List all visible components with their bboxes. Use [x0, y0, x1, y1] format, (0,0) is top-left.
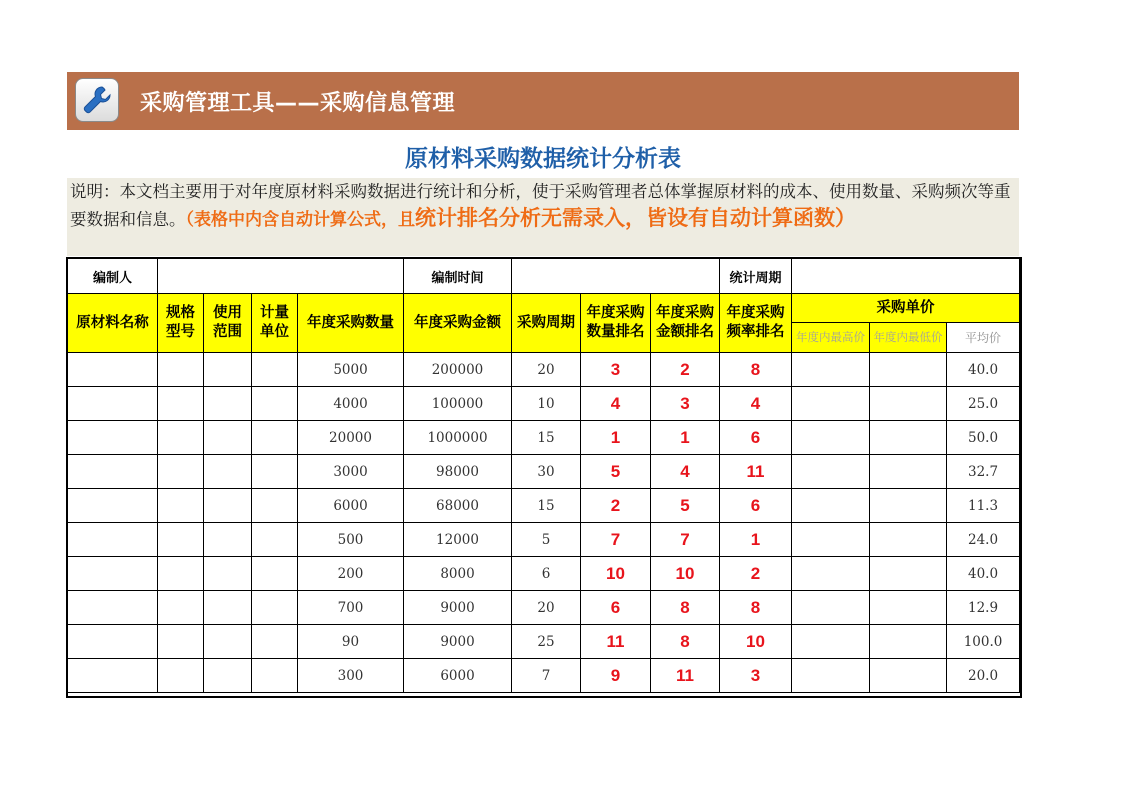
- cell-price-min[interactable]: [870, 625, 947, 659]
- table-row: [68, 455, 1020, 489]
- cell-price-max[interactable]: [792, 353, 870, 387]
- cell-scope[interactable]: [204, 523, 252, 557]
- cell-scope[interactable]: [204, 659, 252, 693]
- cell-unit[interactable]: [252, 591, 298, 625]
- table-row: [68, 557, 1020, 591]
- cell-scope[interactable]: [204, 387, 252, 421]
- purchase-stats-table: [67, 258, 1020, 693]
- table-row: [68, 489, 1020, 523]
- cell-name[interactable]: [68, 455, 158, 489]
- cell-amount[interactable]: 6000: [404, 659, 512, 693]
- cell-qty-rank[interactable]: 5: [581, 455, 651, 489]
- cell-qty-rank[interactable]: 3: [581, 353, 651, 387]
- header-qty-rank: 年度采购数量排名: [581, 294, 651, 353]
- description-text: 说明：本文档主要用于对年度原材料采购数据进行统计和分析，使于采购管理者总体掌握原材料的成本、使用数量、采购频次等重要数据和信息。: [70, 182, 1011, 229]
- description-note-small: （表格中内含自动计算公式，且: [185, 210, 415, 230]
- cell-scope[interactable]: [204, 489, 252, 523]
- cell-price-avg[interactable]: 12.9: [947, 591, 1020, 625]
- cell-qty[interactable]: 200: [298, 557, 404, 591]
- cell-cycle[interactable]: 5: [512, 523, 581, 557]
- cell-qty-rank[interactable]: 10: [581, 557, 651, 591]
- cell-name[interactable]: [68, 523, 158, 557]
- cell-price-avg[interactable]: 32.7: [947, 455, 1020, 489]
- cell-price-min[interactable]: [870, 557, 947, 591]
- cell-unit[interactable]: [252, 557, 298, 591]
- document-title: 原材料采购数据统计分析表: [405, 146, 681, 172]
- cell-amount[interactable]: 12000: [404, 523, 512, 557]
- cell-qty-rank[interactable]: 2: [581, 489, 651, 523]
- cell-unit[interactable]: [252, 421, 298, 455]
- description-box: [67, 178, 1019, 256]
- cell-freq-rank[interactable]: 1: [720, 523, 792, 557]
- header-cycle: 采购周期: [512, 294, 581, 353]
- table-row: [68, 353, 1020, 387]
- cell-name[interactable]: [68, 387, 158, 421]
- cell-qty[interactable]: 5000: [298, 353, 404, 387]
- cell-unit[interactable]: [252, 455, 298, 489]
- cell-price-min[interactable]: [870, 591, 947, 625]
- cell-price-avg[interactable]: 50.0: [947, 421, 1020, 455]
- cell-unit[interactable]: [252, 625, 298, 659]
- cell-price-avg[interactable]: 40.0: [947, 557, 1020, 591]
- cell-qty[interactable]: 300: [298, 659, 404, 693]
- cell-price-avg[interactable]: 24.0: [947, 523, 1020, 557]
- cell-price-max[interactable]: [792, 591, 870, 625]
- cell-amount[interactable]: 9000: [404, 625, 512, 659]
- cell-price-min[interactable]: [870, 523, 947, 557]
- cell-qty-rank[interactable]: 4: [581, 387, 651, 421]
- header-amount-rank: 年度采购金额排名: [651, 294, 720, 353]
- cell-unit[interactable]: [252, 523, 298, 557]
- table-row: [68, 421, 1020, 455]
- cell-price-max[interactable]: [792, 489, 870, 523]
- cell-price-avg[interactable]: 100.0: [947, 625, 1020, 659]
- cell-amount-rank[interactable]: 8: [651, 625, 720, 659]
- cell-amount-rank[interactable]: 3: [651, 387, 720, 421]
- cell-cycle[interactable]: 7: [512, 659, 581, 693]
- cell-price-avg[interactable]: 40.0: [947, 353, 1020, 387]
- cell-spec[interactable]: [158, 625, 204, 659]
- cell-scope[interactable]: [204, 455, 252, 489]
- cell-price-avg[interactable]: 11.3: [947, 489, 1020, 523]
- meta-row: [68, 259, 1020, 294]
- cell-price-min[interactable]: [870, 353, 947, 387]
- cell-amount-rank[interactable]: 1: [651, 421, 720, 455]
- cell-spec[interactable]: [158, 353, 204, 387]
- cell-spec[interactable]: [158, 387, 204, 421]
- cell-freq-rank[interactable]: 10: [720, 625, 792, 659]
- cell-qty-rank[interactable]: 6: [581, 591, 651, 625]
- cell-price-max[interactable]: [792, 659, 870, 693]
- cell-qty[interactable]: 700: [298, 591, 404, 625]
- cell-cycle[interactable]: 15: [512, 489, 581, 523]
- cell-amount-rank[interactable]: 2: [651, 353, 720, 387]
- cell-freq-rank[interactable]: 6: [720, 421, 792, 455]
- table-row: [68, 625, 1020, 659]
- header-name: 原材料名称: [68, 294, 158, 353]
- description-note-large: 统计排名分析无需录入，皆设有自动计算函数）: [415, 206, 856, 230]
- table-row: [68, 523, 1020, 557]
- cell-price-min[interactable]: [870, 489, 947, 523]
- cell-price-min[interactable]: [870, 659, 947, 693]
- cell-price-min[interactable]: [870, 455, 947, 489]
- cell-price-min[interactable]: [870, 421, 947, 455]
- header-price-group: 采购单价: [792, 294, 1020, 323]
- table-row: [68, 387, 1020, 421]
- wrench-icon: [75, 78, 119, 122]
- date-label: 编制时间: [404, 259, 512, 294]
- cell-spec[interactable]: [158, 557, 204, 591]
- cell-freq-rank[interactable]: 11: [720, 455, 792, 489]
- cell-price-max[interactable]: [792, 625, 870, 659]
- cell-price-max[interactable]: [792, 557, 870, 591]
- header-banner: [67, 72, 1019, 130]
- cell-price-avg[interactable]: 25.0: [947, 387, 1020, 421]
- header-row-1: [68, 294, 1020, 323]
- cell-price-max[interactable]: [792, 455, 870, 489]
- cell-price-max[interactable]: [792, 421, 870, 455]
- cell-price-min[interactable]: [870, 387, 947, 421]
- cell-spec[interactable]: [158, 455, 204, 489]
- cell-qty-rank[interactable]: 7: [581, 523, 651, 557]
- cell-scope[interactable]: [204, 625, 252, 659]
- header-amount: 年度采购金额: [404, 294, 512, 353]
- cell-price-avg[interactable]: 20.0: [947, 659, 1020, 693]
- cell-scope[interactable]: [204, 421, 252, 455]
- cell-freq-rank[interactable]: 2: [720, 557, 792, 591]
- cell-price-max[interactable]: [792, 523, 870, 557]
- date-input[interactable]: [512, 259, 720, 294]
- cell-price-max[interactable]: [792, 387, 870, 421]
- cell-amount[interactable]: 8000: [404, 557, 512, 591]
- cell-spec[interactable]: [158, 523, 204, 557]
- header-unit: 计量单位: [252, 294, 298, 353]
- header-price-min: 年度内最低价: [870, 323, 947, 353]
- table-row: [68, 659, 1020, 693]
- cell-name[interactable]: [68, 489, 158, 523]
- table-row: [68, 591, 1020, 625]
- cell-cycle[interactable]: 10: [512, 387, 581, 421]
- cell-unit[interactable]: [252, 489, 298, 523]
- cell-qty[interactable]: 500: [298, 523, 404, 557]
- cell-cycle[interactable]: 15: [512, 421, 581, 455]
- cell-name[interactable]: [68, 659, 158, 693]
- cell-freq-rank[interactable]: 8: [720, 353, 792, 387]
- cell-qty[interactable]: 4000: [298, 387, 404, 421]
- cell-amount-rank[interactable]: 4: [651, 455, 720, 489]
- cell-amount[interactable]: 200000: [404, 353, 512, 387]
- header-qty: 年度采购数量: [298, 294, 404, 353]
- banner-title: 采购管理工具——采购信息管理: [140, 91, 456, 116]
- cell-name[interactable]: [68, 591, 158, 625]
- cell-scope[interactable]: [204, 353, 252, 387]
- cell-cycle[interactable]: 20: [512, 353, 581, 387]
- cell-freq-rank[interactable]: 4: [720, 387, 792, 421]
- header-spec: 规格型号: [158, 294, 204, 353]
- header-freq-rank: 年度采购频率排名: [720, 294, 792, 353]
- cell-qty[interactable]: 90: [298, 625, 404, 659]
- cell-amount-rank[interactable]: 11: [651, 659, 720, 693]
- cell-amount[interactable]: 100000: [404, 387, 512, 421]
- cell-name[interactable]: [68, 625, 158, 659]
- cell-unit[interactable]: [252, 387, 298, 421]
- cell-cycle[interactable]: 25: [512, 625, 581, 659]
- cell-amount[interactable]: 1000000: [404, 421, 512, 455]
- cell-unit[interactable]: [252, 353, 298, 387]
- cell-amount-rank[interactable]: 5: [651, 489, 720, 523]
- cell-cycle[interactable]: 30: [512, 455, 581, 489]
- cell-amount[interactable]: 9000: [404, 591, 512, 625]
- cell-spec[interactable]: [158, 591, 204, 625]
- period-label: 统计周期: [720, 259, 792, 294]
- cell-freq-rank[interactable]: 3: [720, 659, 792, 693]
- cell-qty[interactable]: 3000: [298, 455, 404, 489]
- cell-scope[interactable]: [204, 557, 252, 591]
- cell-freq-rank[interactable]: 6: [720, 489, 792, 523]
- cell-unit[interactable]: [252, 659, 298, 693]
- cell-spec[interactable]: [158, 659, 204, 693]
- cell-spec[interactable]: [158, 421, 204, 455]
- cell-cycle[interactable]: 6: [512, 557, 581, 591]
- cell-name[interactable]: [68, 353, 158, 387]
- cell-qty-rank[interactable]: 1: [581, 421, 651, 455]
- cell-qty[interactable]: 20000: [298, 421, 404, 455]
- cell-amount[interactable]: 98000: [404, 455, 512, 489]
- cell-amount-rank[interactable]: 7: [651, 523, 720, 557]
- table-body: [68, 353, 1020, 693]
- header-price-max: 年度内最高价: [792, 323, 870, 353]
- cell-spec[interactable]: [158, 489, 204, 523]
- cell-name[interactable]: [68, 557, 158, 591]
- cell-freq-rank[interactable]: 8: [720, 591, 792, 625]
- cell-amount-rank[interactable]: 10: [651, 557, 720, 591]
- preparer-label: 编制人: [68, 259, 158, 294]
- cell-qty[interactable]: 6000: [298, 489, 404, 523]
- cell-cycle[interactable]: 20: [512, 591, 581, 625]
- cell-amount[interactable]: 68000: [404, 489, 512, 523]
- header-scope: 使用范围: [204, 294, 252, 353]
- cell-amount-rank[interactable]: 8: [651, 591, 720, 625]
- preparer-input[interactable]: [158, 259, 404, 294]
- header-price-avg: 平均价: [947, 323, 1020, 353]
- cell-name[interactable]: [68, 421, 158, 455]
- cell-qty-rank[interactable]: 11: [581, 625, 651, 659]
- period-input[interactable]: [792, 259, 1020, 294]
- cell-qty-rank[interactable]: 9: [581, 659, 651, 693]
- cell-scope[interactable]: [204, 591, 252, 625]
